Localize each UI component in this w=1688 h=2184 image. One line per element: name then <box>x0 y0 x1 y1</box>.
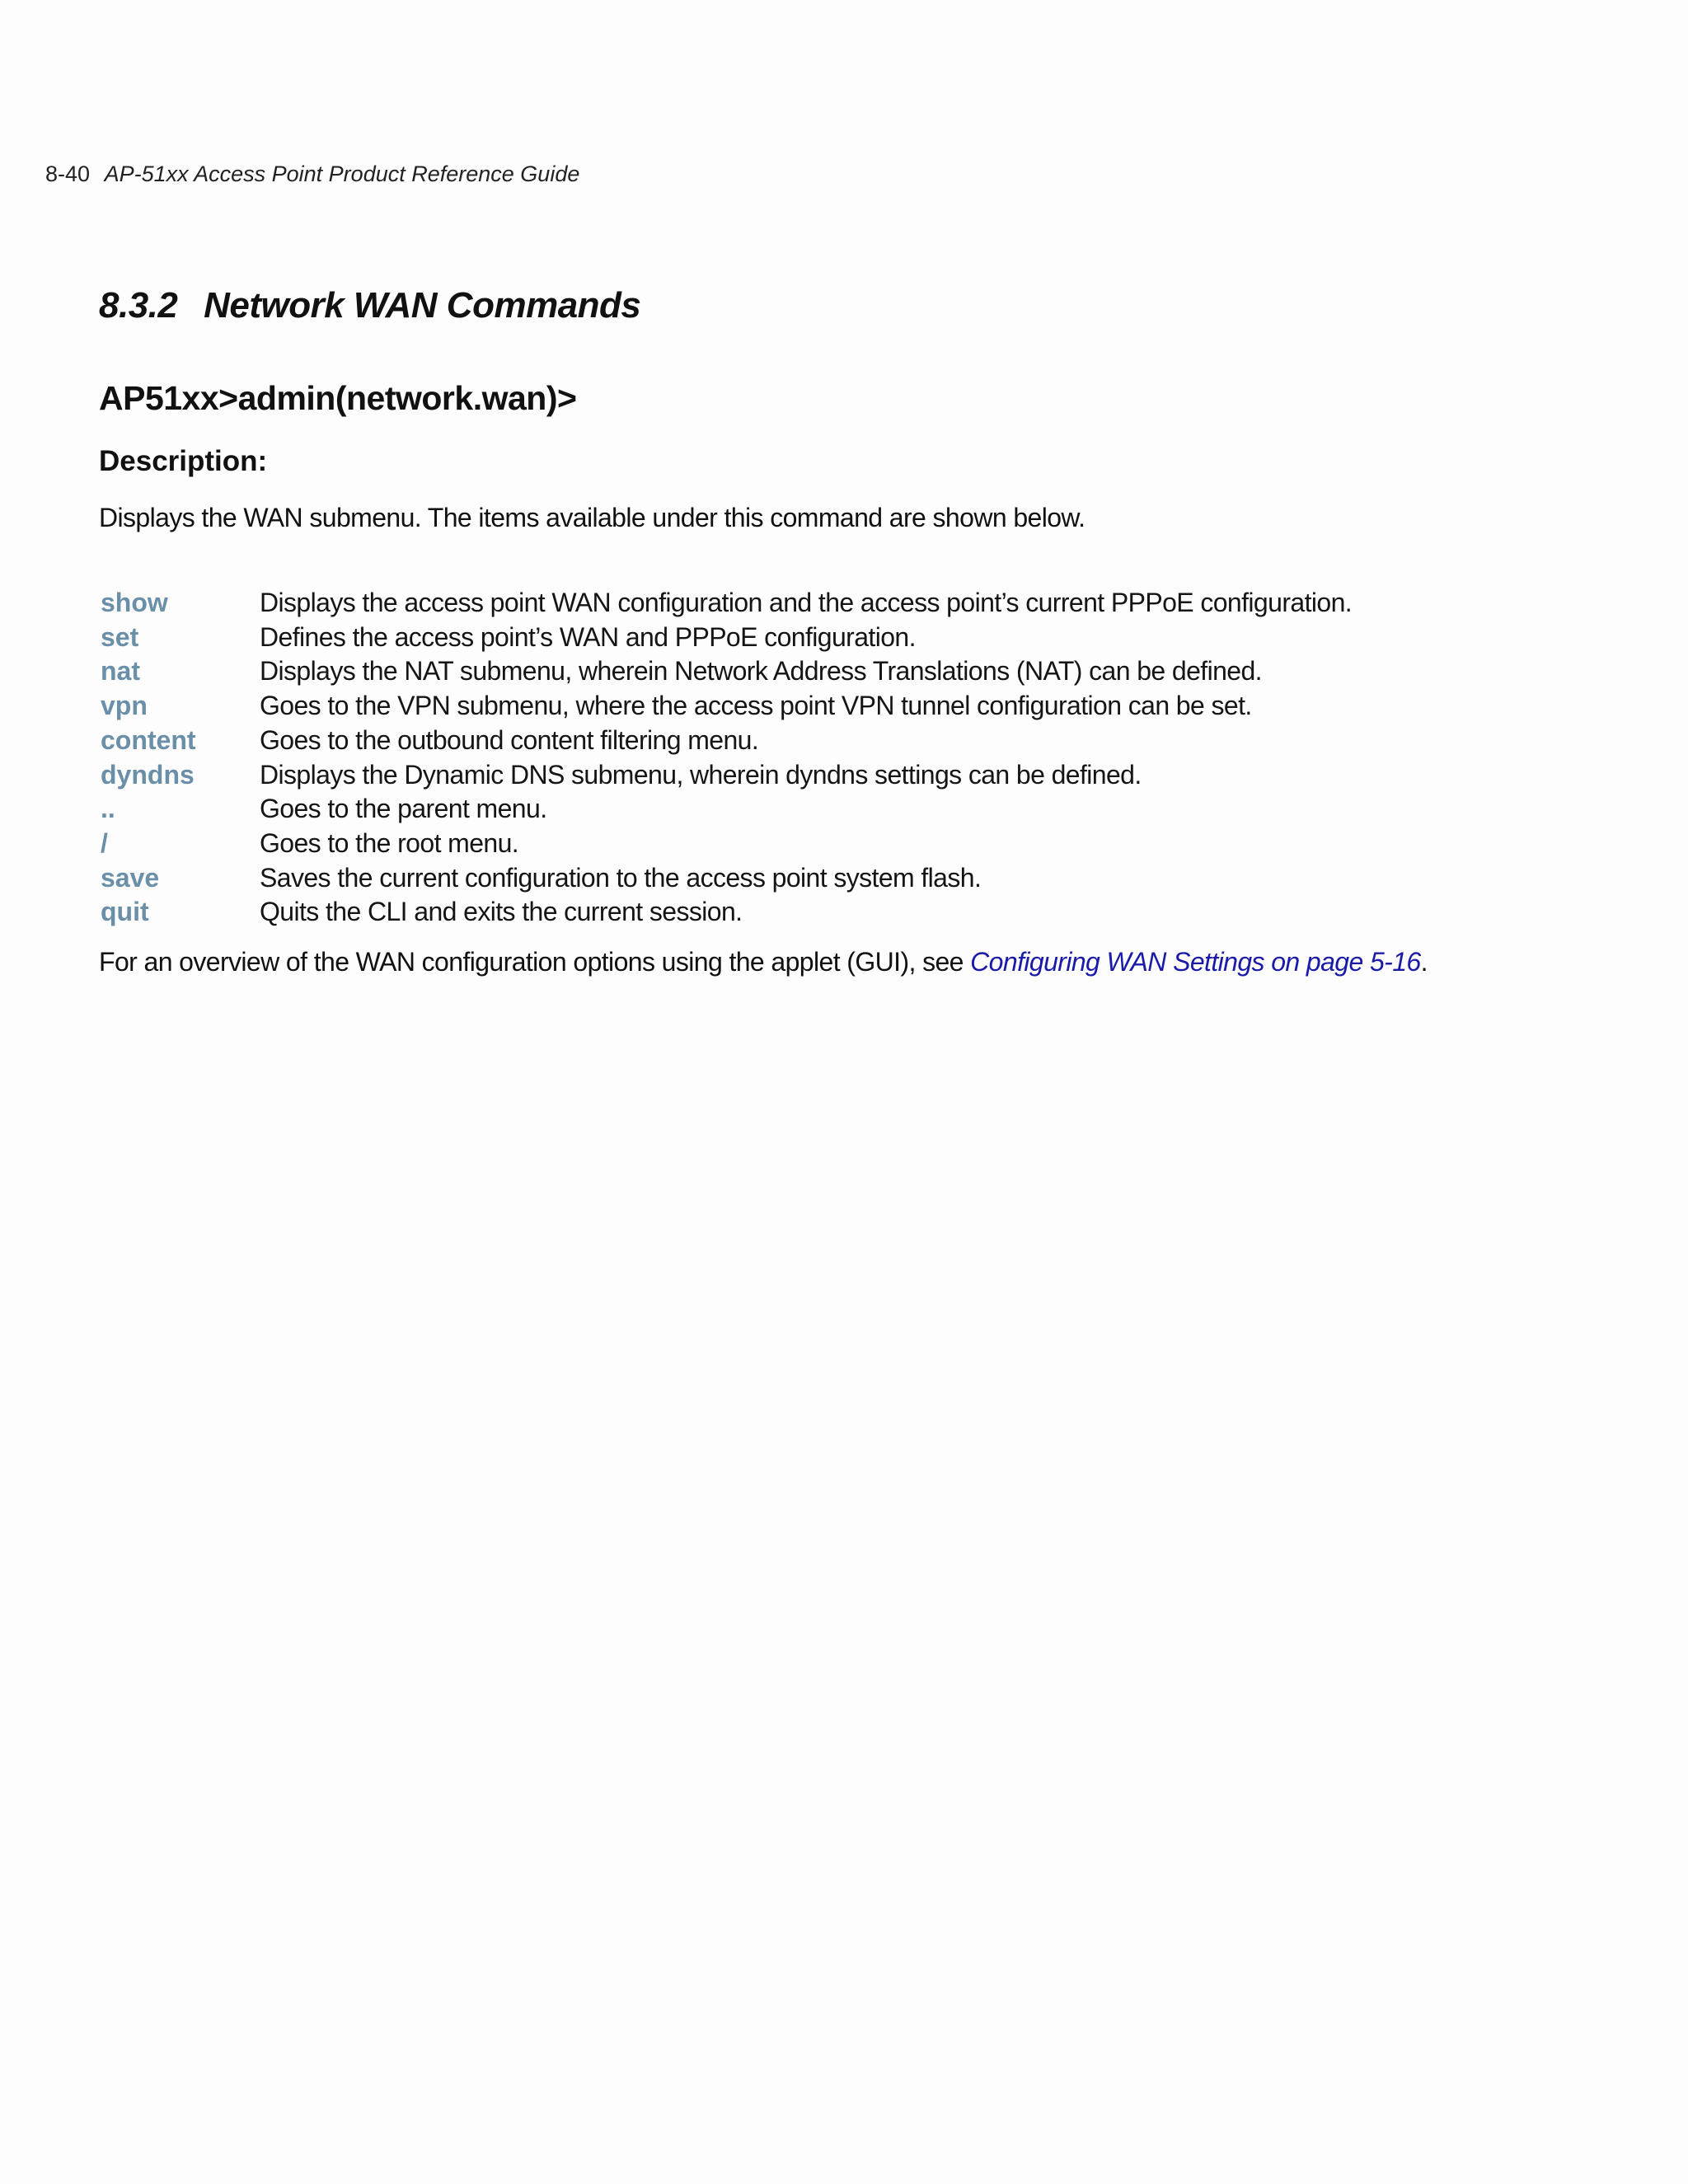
command-row <box>101 758 1352 793</box>
command-row <box>101 861 1352 896</box>
description-heading: Description: <box>99 445 268 477</box>
command-table <box>101 586 1352 930</box>
command-name: / <box>101 827 108 858</box>
command-name: vpn <box>101 691 148 721</box>
page-number: 8-40 <box>45 162 91 186</box>
section-title <box>99 285 640 326</box>
command-name: nat <box>101 656 140 687</box>
command-row <box>101 586 1352 621</box>
command-name: content <box>101 724 196 755</box>
command-name: quit <box>101 897 149 927</box>
command-row <box>101 621 1352 655</box>
overview-paragraph <box>99 947 1428 977</box>
command-description: Saves the current configuration to the access point system flash. <box>260 862 982 893</box>
command-row <box>101 654 1352 689</box>
command-name: .. <box>101 794 115 824</box>
command-row <box>101 724 1352 758</box>
command-row <box>101 895 1352 930</box>
page-header <box>45 162 579 187</box>
command-description: Goes to the root menu. <box>260 827 519 858</box>
overview-text: For an overview of the WAN configuration options using the applet (GUI), see <box>99 947 971 977</box>
section-title-text: Network WAN Commands <box>204 285 641 326</box>
section-number: 8.3.2 <box>99 285 178 326</box>
overview-suffix: . <box>1420 947 1428 977</box>
guide-title: AP-51xx Access Point Product Reference Guide <box>104 162 580 186</box>
command-description: Goes to the VPN submenu, where the access point VPN tunnel configuration can be set. <box>260 691 1252 721</box>
command-name: show <box>101 588 168 617</box>
command-description: Goes to the outbound content filtering menu. <box>260 724 759 755</box>
command-row <box>101 827 1352 861</box>
command-name: set <box>101 621 139 652</box>
command-prompt-heading: AP51xx>admin(network.wan)> <box>99 379 577 417</box>
command-description: Quits the CLI and exits the current session. <box>260 897 743 927</box>
command-name: dyndns <box>101 759 195 790</box>
command-description: Displays the NAT submenu, wherein Network Address Translations (NAT) can be defined. <box>260 656 1262 687</box>
command-row <box>101 689 1352 724</box>
description-text: Displays the WAN submenu. The items available under this command are shown below. <box>99 503 1085 532</box>
command-description: Defines the access point’s WAN and PPPoE configuration. <box>260 621 916 652</box>
command-row <box>101 792 1352 827</box>
command-name: save <box>101 862 160 893</box>
command-description: Displays the access point WAN configuration and the access point’s current PPPoE configuration. <box>260 588 1353 617</box>
cross-reference-link[interactable]: Configuring WAN Settings on page 5-16 <box>970 947 1421 977</box>
command-description: Displays the Dynamic DNS submenu, wherein dyndns settings can be defined. <box>260 759 1142 790</box>
command-description: Goes to the parent menu. <box>260 794 547 824</box>
